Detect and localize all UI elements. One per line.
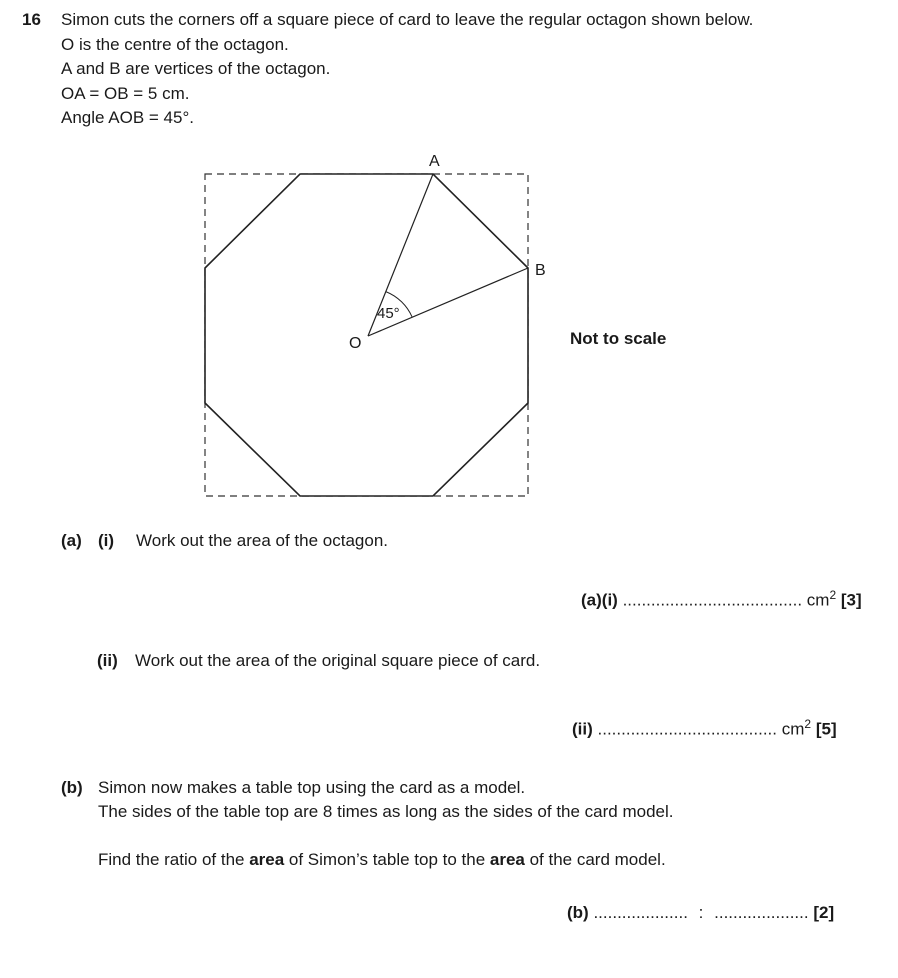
answer-a-ii-marks: [5] xyxy=(815,719,837,739)
answer-b-field-right[interactable]: .................... xyxy=(714,903,809,922)
part-b-line-1: Simon now makes a table top using the card as a model. xyxy=(98,778,526,797)
answer-b-field-left[interactable]: .................... xyxy=(593,903,688,922)
part-a-label: (a) xyxy=(61,531,82,550)
label-o: O xyxy=(349,335,362,352)
part-b-line-3-pre: Find the ratio of the xyxy=(98,850,250,869)
answer-b-label: (b) xyxy=(567,903,589,922)
intro-line-5: Angle AOB = 45°. xyxy=(61,108,194,127)
part-b-line-2: The sides of the table top are 8 times as long as the sides of the card model. xyxy=(98,802,674,821)
part-a-i-text: Work out the area of the octagon. xyxy=(136,531,389,550)
octagon xyxy=(205,174,528,496)
answer-a-i-unit: cm xyxy=(806,590,830,610)
answer-a-i-unit-power: 2 xyxy=(829,588,837,602)
answer-a-ii-unit: cm xyxy=(781,719,805,739)
question-number: 16 xyxy=(22,10,41,29)
part-b-label: (b) xyxy=(61,778,83,797)
intro-line-3: A and B are vertices of the octagon. xyxy=(61,59,331,78)
intro-line-4: OA = OB = 5 cm. xyxy=(61,84,190,103)
answer-a-i-label: (a)(i) xyxy=(581,590,618,610)
part-a-ii-text: Work out the area of the original square piece of card. xyxy=(135,651,541,670)
part-b-line-3-mid: of Simon’s table top to the xyxy=(284,850,490,869)
answer-a-ii-label: (ii) xyxy=(572,719,593,739)
intro-line-1: Simon cuts the corners off a square piece of card to leave the regular octagon shown below. xyxy=(61,10,754,29)
answer-a-ii xyxy=(572,717,837,740)
label-b: B xyxy=(535,262,546,279)
part-b-bold-area-1: area xyxy=(249,850,285,869)
angle-label: 45° xyxy=(377,305,400,322)
intro-line-2: O is the centre of the octagon. xyxy=(61,35,289,54)
answer-b-ratio-separator: : xyxy=(698,903,704,922)
answer-a-i xyxy=(581,588,862,611)
part-b-line-3 xyxy=(98,850,666,870)
part-a-ii-label: (ii) xyxy=(97,651,118,670)
label-a: A xyxy=(429,153,440,170)
answer-a-ii-unit-power: 2 xyxy=(804,717,812,731)
part-b-bold-area-2: area xyxy=(489,850,525,869)
part-b-line-3-post: of the card model. xyxy=(524,850,666,869)
answer-a-i-marks: [3] xyxy=(840,590,862,610)
answer-a-ii-field[interactable]: ...................................... xyxy=(597,719,777,739)
not-to-scale-note: Not to scale xyxy=(570,329,667,348)
answer-b xyxy=(567,903,834,923)
part-a-i-label: (i) xyxy=(98,531,115,550)
answer-b-marks: [2] xyxy=(813,903,835,922)
answer-a-i-field[interactable]: ...................................... xyxy=(622,590,803,610)
